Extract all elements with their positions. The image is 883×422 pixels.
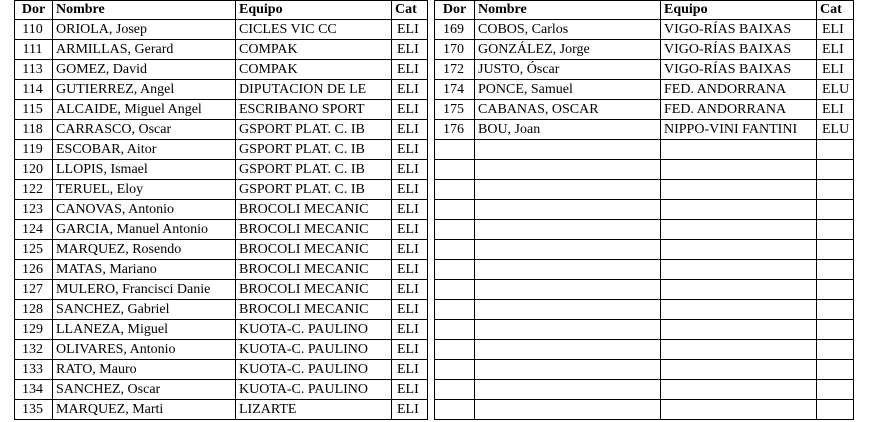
nombre-cell: GARCIA, Manuel Antonio bbox=[53, 220, 236, 240]
nombre-cell: PONCE, Samuel bbox=[475, 80, 661, 100]
empty-cell bbox=[661, 260, 817, 280]
table-row bbox=[15, 240, 428, 260]
equipo-cell: COMPAK bbox=[236, 60, 392, 80]
nombre-cell: GUTIERREZ, Angel bbox=[53, 80, 236, 100]
empty-row bbox=[435, 220, 854, 240]
nombre-cell: CABANAS, OSCAR bbox=[475, 100, 661, 120]
nombre-cell: JUSTO, Óscar bbox=[475, 60, 661, 80]
nombre-header: Nombre bbox=[475, 1, 661, 20]
nombre-cell: CARRASCO, Oscar bbox=[53, 120, 236, 140]
empty-row bbox=[435, 260, 854, 280]
nombre-cell: TERUEL, Eloy bbox=[53, 180, 236, 200]
cat-cell: ELI bbox=[392, 400, 428, 420]
equipo-cell: KUOTA-C. PAULINO bbox=[236, 340, 392, 360]
cat-cell: ELI bbox=[817, 60, 854, 80]
empty-row bbox=[435, 160, 854, 180]
nombre-cell: SANCHEZ, Oscar bbox=[53, 380, 236, 400]
equipo-cell: DIPUTACION DE LE bbox=[236, 80, 392, 100]
empty-cell bbox=[661, 340, 817, 360]
empty-cell bbox=[435, 360, 475, 380]
table-row bbox=[15, 160, 428, 180]
dor-cell: 122 bbox=[15, 180, 53, 200]
equipo-cell: COMPAK bbox=[236, 40, 392, 60]
empty-cell bbox=[661, 400, 817, 420]
nombre-cell: BOU, Joan bbox=[475, 120, 661, 140]
dor-cell: 170 bbox=[435, 40, 475, 60]
table-row bbox=[15, 200, 428, 220]
empty-cell bbox=[435, 380, 475, 400]
table-row bbox=[15, 40, 428, 60]
dor-cell: 111 bbox=[15, 40, 53, 60]
equipo-cell: KUOTA-C. PAULINO bbox=[236, 320, 392, 340]
empty-cell bbox=[435, 240, 475, 260]
empty-cell bbox=[817, 340, 854, 360]
equipo-header: Equipo bbox=[661, 1, 817, 20]
dor-cell: 110 bbox=[15, 20, 53, 40]
nombre-cell: LLOPIS, Ismael bbox=[53, 160, 236, 180]
empty-cell bbox=[435, 160, 475, 180]
empty-cell bbox=[475, 320, 661, 340]
empty-cell bbox=[435, 140, 475, 160]
equipo-cell: FED. ANDORRANA bbox=[661, 80, 817, 100]
table-row bbox=[15, 260, 428, 280]
cat-cell: ELI bbox=[392, 120, 428, 140]
nombre-cell: GONZÁLEZ, Jorge bbox=[475, 40, 661, 60]
dor-cell: 120 bbox=[15, 160, 53, 180]
equipo-cell: BROCOLI MECANIC bbox=[236, 240, 392, 260]
cat-cell: ELI bbox=[392, 280, 428, 300]
header-row bbox=[435, 1, 854, 20]
header-row bbox=[15, 1, 428, 20]
table-row bbox=[15, 100, 428, 120]
dor-cell: 134 bbox=[15, 380, 53, 400]
empty-cell bbox=[475, 280, 661, 300]
cat-cell: ELI bbox=[392, 40, 428, 60]
empty-row bbox=[435, 300, 854, 320]
empty-cell bbox=[435, 180, 475, 200]
cat-cell: ELI bbox=[392, 240, 428, 260]
empty-cell bbox=[817, 360, 854, 380]
table-row bbox=[15, 120, 428, 140]
cat-cell: ELI bbox=[817, 40, 854, 60]
cat-cell: ELI bbox=[392, 140, 428, 160]
empty-cell bbox=[661, 160, 817, 180]
empty-cell bbox=[435, 320, 475, 340]
equipo-cell: FED. ANDORRANA bbox=[661, 100, 817, 120]
table-row bbox=[15, 340, 428, 360]
cat-header: Cat bbox=[817, 1, 854, 20]
empty-row bbox=[435, 400, 854, 420]
empty-cell bbox=[661, 240, 817, 260]
dor-cell: 172 bbox=[435, 60, 475, 80]
equipo-cell: LIZARTE bbox=[236, 400, 392, 420]
cat-cell: ELI bbox=[392, 200, 428, 220]
nombre-header: Nombre bbox=[53, 1, 236, 20]
empty-cell bbox=[475, 200, 661, 220]
dor-cell: 118 bbox=[15, 120, 53, 140]
cat-cell: ELI bbox=[392, 320, 428, 340]
empty-cell bbox=[435, 340, 475, 360]
equipo-cell: ESCRIBANO SPORT bbox=[236, 100, 392, 120]
cat-cell: ELI bbox=[392, 60, 428, 80]
empty-cell bbox=[661, 360, 817, 380]
cat-cell: ELU bbox=[817, 80, 854, 100]
empty-cell bbox=[435, 300, 475, 320]
cat-cell: ELI bbox=[817, 20, 854, 40]
empty-cell bbox=[475, 340, 661, 360]
dor-cell: 119 bbox=[15, 140, 53, 160]
start-list-table-right bbox=[434, 0, 854, 420]
table-row bbox=[15, 300, 428, 320]
table-row bbox=[15, 180, 428, 200]
empty-cell bbox=[435, 200, 475, 220]
dor-header: Dor bbox=[435, 1, 475, 20]
nombre-cell: MARQUEZ, Rosendo bbox=[53, 240, 236, 260]
dor-cell: 125 bbox=[15, 240, 53, 260]
dor-cell: 129 bbox=[15, 320, 53, 340]
equipo-cell: BROCOLI MECANIC bbox=[236, 200, 392, 220]
empty-cell bbox=[475, 300, 661, 320]
empty-cell bbox=[475, 240, 661, 260]
empty-cell bbox=[475, 400, 661, 420]
table-row bbox=[15, 280, 428, 300]
nombre-cell: ALCAIDE, Miguel Angel bbox=[53, 100, 236, 120]
empty-cell bbox=[435, 220, 475, 240]
nombre-cell: ESCOBAR, Aitor bbox=[53, 140, 236, 160]
table-row bbox=[435, 80, 854, 100]
nombre-cell: CANOVAS, Antonio bbox=[53, 200, 236, 220]
cat-cell: ELI bbox=[392, 260, 428, 280]
empty-cell bbox=[475, 160, 661, 180]
dor-cell: 126 bbox=[15, 260, 53, 280]
empty-cell bbox=[475, 140, 661, 160]
table-row bbox=[435, 120, 854, 140]
start-list-sheet bbox=[14, 0, 854, 420]
table-row bbox=[15, 380, 428, 400]
empty-cell bbox=[475, 360, 661, 380]
dor-cell: 176 bbox=[435, 120, 475, 140]
nombre-cell: RATO, Mauro bbox=[53, 360, 236, 380]
dor-cell: 124 bbox=[15, 220, 53, 240]
dor-cell: 175 bbox=[435, 100, 475, 120]
dor-cell: 135 bbox=[15, 400, 53, 420]
cat-cell: ELI bbox=[392, 300, 428, 320]
empty-cell bbox=[661, 140, 817, 160]
table-row bbox=[435, 60, 854, 80]
equipo-cell: CICLES VIC CC bbox=[236, 20, 392, 40]
equipo-cell: BROCOLI MECANIC bbox=[236, 260, 392, 280]
nombre-cell: OLIVARES, Antonio bbox=[53, 340, 236, 360]
empty-cell bbox=[661, 280, 817, 300]
equipo-cell: GSPORT PLAT. C. IB bbox=[236, 140, 392, 160]
empty-cell bbox=[817, 160, 854, 180]
empty-row bbox=[435, 280, 854, 300]
dor-cell: 123 bbox=[15, 200, 53, 220]
equipo-cell: BROCOLI MECANIC bbox=[236, 280, 392, 300]
start-list-table-left bbox=[14, 0, 428, 420]
empty-cell bbox=[661, 380, 817, 400]
table-row bbox=[15, 140, 428, 160]
dor-cell: 127 bbox=[15, 280, 53, 300]
equipo-cell: VIGO-RÍAS BAIXAS bbox=[661, 40, 817, 60]
equipo-cell: BROCOLI MECANIC bbox=[236, 220, 392, 240]
table-row bbox=[435, 20, 854, 40]
nombre-cell: MATAS, Mariano bbox=[53, 260, 236, 280]
nombre-cell: ORIOLA, Josep bbox=[53, 20, 236, 40]
empty-row bbox=[435, 360, 854, 380]
dor-cell: 114 bbox=[15, 80, 53, 100]
equipo-cell: GSPORT PLAT. C. IB bbox=[236, 180, 392, 200]
cat-cell: ELI bbox=[392, 20, 428, 40]
empty-row bbox=[435, 140, 854, 160]
table-row bbox=[15, 60, 428, 80]
empty-row bbox=[435, 340, 854, 360]
table-row bbox=[435, 40, 854, 60]
cat-cell: ELI bbox=[392, 160, 428, 180]
cat-cell: ELI bbox=[392, 340, 428, 360]
dor-cell: 132 bbox=[15, 340, 53, 360]
dor-cell: 113 bbox=[15, 60, 53, 80]
dor-cell: 133 bbox=[15, 360, 53, 380]
empty-cell bbox=[475, 220, 661, 240]
equipo-cell: NIPPO-VINI FANTINI bbox=[661, 120, 817, 140]
table-row bbox=[15, 80, 428, 100]
empty-cell bbox=[475, 380, 661, 400]
empty-row bbox=[435, 380, 854, 400]
empty-row bbox=[435, 200, 854, 220]
empty-row bbox=[435, 320, 854, 340]
equipo-cell: KUOTA-C. PAULINO bbox=[236, 360, 392, 380]
dor-header: Dor bbox=[15, 1, 53, 20]
empty-cell bbox=[661, 320, 817, 340]
empty-cell bbox=[817, 380, 854, 400]
equipo-cell: VIGO-RÍAS BAIXAS bbox=[661, 60, 817, 80]
empty-cell bbox=[817, 280, 854, 300]
equipo-cell: GSPORT PLAT. C. IB bbox=[236, 120, 392, 140]
empty-cell bbox=[817, 140, 854, 160]
nombre-cell: ARMILLAS, Gerard bbox=[53, 40, 236, 60]
empty-cell bbox=[661, 200, 817, 220]
empty-cell bbox=[661, 300, 817, 320]
cat-cell: ELI bbox=[392, 180, 428, 200]
equipo-cell: BROCOLI MECANIC bbox=[236, 300, 392, 320]
cat-cell: ELI bbox=[392, 220, 428, 240]
empty-cell bbox=[817, 180, 854, 200]
cat-header: Cat bbox=[392, 1, 428, 20]
dor-cell: 115 bbox=[15, 100, 53, 120]
empty-row bbox=[435, 180, 854, 200]
empty-cell bbox=[817, 400, 854, 420]
empty-cell bbox=[435, 280, 475, 300]
table-row bbox=[15, 400, 428, 420]
nombre-cell: MARQUEZ, Marti bbox=[53, 400, 236, 420]
cat-cell: ELI bbox=[392, 80, 428, 100]
cat-cell: ELU bbox=[817, 120, 854, 140]
empty-row bbox=[435, 240, 854, 260]
nombre-cell: MULERO, Francisci Danie bbox=[53, 280, 236, 300]
equipo-cell: GSPORT PLAT. C. IB bbox=[236, 160, 392, 180]
dor-cell: 174 bbox=[435, 80, 475, 100]
nombre-cell: SANCHEZ, Gabriel bbox=[53, 300, 236, 320]
equipo-cell: VIGO-RÍAS BAIXAS bbox=[661, 20, 817, 40]
table-row bbox=[15, 320, 428, 340]
empty-cell bbox=[817, 240, 854, 260]
nombre-cell: LLANEZA, Miguel bbox=[53, 320, 236, 340]
dor-cell: 128 bbox=[15, 300, 53, 320]
cat-cell: ELI bbox=[392, 360, 428, 380]
table-row bbox=[15, 360, 428, 380]
equipo-header: Equipo bbox=[236, 1, 392, 20]
empty-cell bbox=[817, 200, 854, 220]
table-row bbox=[15, 20, 428, 40]
empty-cell bbox=[817, 260, 854, 280]
empty-cell bbox=[817, 220, 854, 240]
empty-cell bbox=[817, 320, 854, 340]
empty-cell bbox=[435, 400, 475, 420]
equipo-cell: KUOTA-C. PAULINO bbox=[236, 380, 392, 400]
nombre-cell: GOMEZ, David bbox=[53, 60, 236, 80]
empty-cell bbox=[475, 180, 661, 200]
nombre-cell: COBOS, Carlos bbox=[475, 20, 661, 40]
empty-cell bbox=[435, 260, 475, 280]
empty-cell bbox=[661, 220, 817, 240]
empty-cell bbox=[817, 300, 854, 320]
cat-cell: ELI bbox=[817, 100, 854, 120]
table-row bbox=[15, 220, 428, 240]
empty-cell bbox=[475, 260, 661, 280]
cat-cell: ELI bbox=[392, 380, 428, 400]
dor-cell: 169 bbox=[435, 20, 475, 40]
empty-cell bbox=[661, 180, 817, 200]
cat-cell: ELI bbox=[392, 100, 428, 120]
table-row bbox=[435, 100, 854, 120]
